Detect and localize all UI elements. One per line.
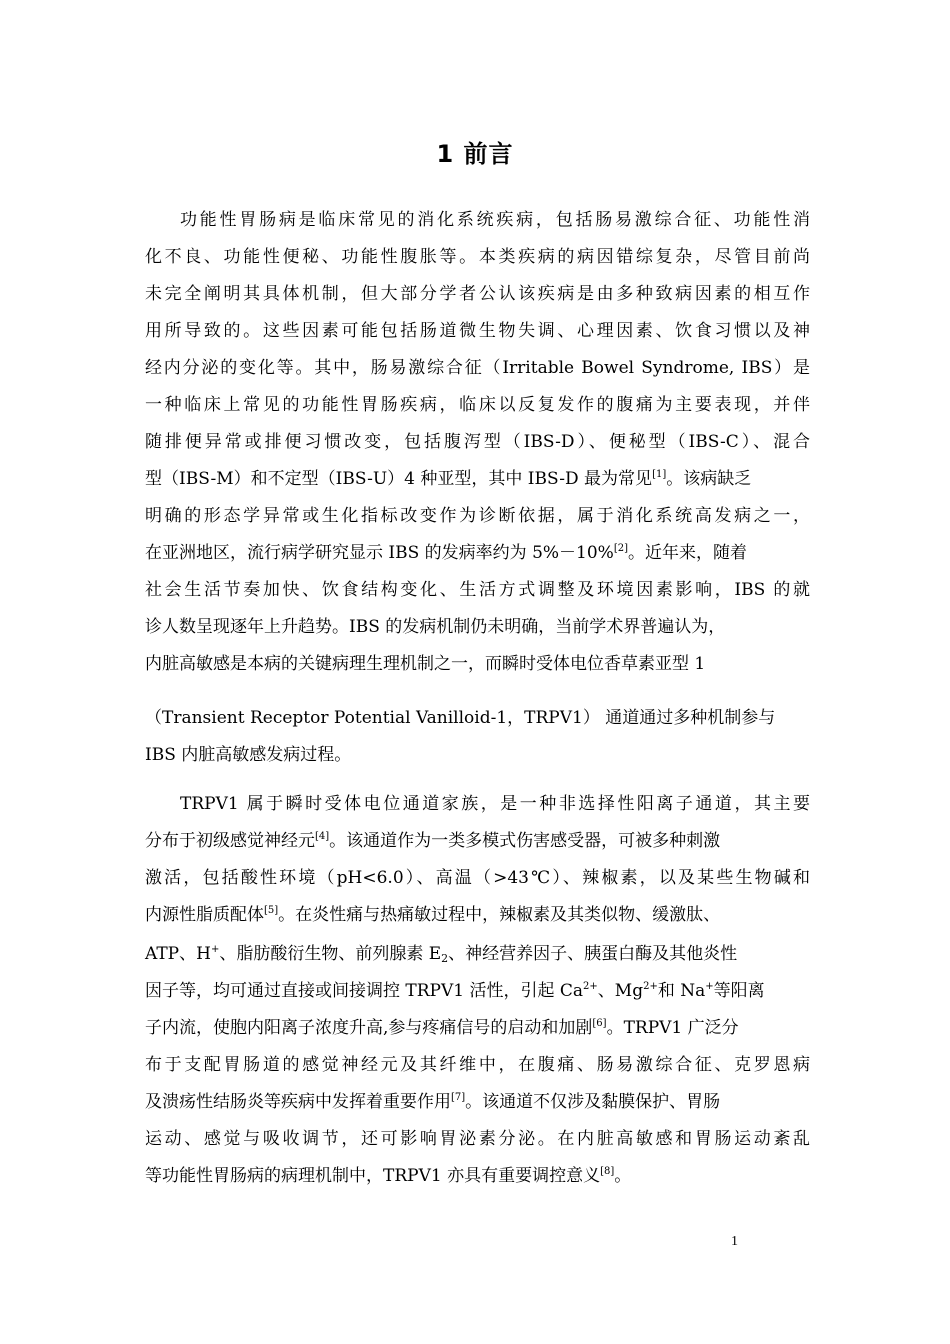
paragraph-line: 社会生活节奏加快、饮食结构变化、生活方式调整及环境因素影响，IBS 的就 [145,580,810,600]
paragraph-line [145,1084,720,1121]
line-text: 。TRPV1 广泛分 [606,1018,739,1038]
paragraph-line: TRPV1 属于瞬时受体电位通道家族，是一种非选择性阳离子通道，其主要 [180,794,810,814]
line-text: 内源性脂质配体 [145,905,264,925]
paragraph-line: 一种临床上常见的功能性胃肠疾病，临床以反复发作的腹痛为主要表现，并伴 [145,395,810,415]
line-text: 等阳离 [713,981,765,1001]
paragraph-line: 未完全阐明其具体机制，但大部分学者公认该疾病是由多种致病因素的相互作 [145,284,810,304]
paragraph-line: IBS 内脏高敏感发病过程。 [145,745,352,765]
paragraph-line [145,461,751,498]
line-text: 。该病缺乏 [666,469,752,489]
line-text: 。该通道不仅涉及黏膜保护、胃肠 [465,1092,721,1112]
paragraph-line: 用所导致的。这些因素可能包括肠道微生物失调、心理因素、饮食习惯以及神 [145,321,810,341]
paragraph-line [145,535,747,572]
line-text: 在亚洲地区，流行病学研究显示 IBS 的发病率约为 5%－10% [145,543,614,563]
citation-ref: [1] [652,469,667,480]
citation-ref: [7] [451,1092,466,1103]
paragraph-line: 激活，包括酸性环境（pH<6.0）、高温（>43℃）、辣椒素，以及某些生物碱和 [145,868,810,888]
paragraph-line [145,973,765,1010]
paragraph-line: 诊人数呈现逐年上升趋势。IBS 的发病机制仍未明确，当前学术界普遍认为， [145,617,726,637]
superscript: + [210,944,220,955]
line-text: 及溃疡性结肠炎等疾病中发挥着重要作用 [145,1092,451,1112]
paragraph-line: 内脏高敏感是本病的关键病理生理机制之一，而瞬时受体电位香草素亚型 1 [145,654,706,674]
line-text: 子内流，使胞内阳离子浓度升高,参与疼痛信号的启动和加剧 [145,1018,593,1038]
paragraph-line: 功能性胃肠病是临床常见的消化系统疾病，包括肠易激综合征、功能性消 [180,210,810,230]
paragraph-line: 经内分泌的变化等。其中，肠易激综合征（Irritable Bowel Syndrome, IBS）是 [145,358,810,378]
page-number: 1 [731,1234,738,1249]
paragraph-line: （Transient Receptor Potential Vanilloid-1，TRPV1） 通道通过多种机制参与 [145,708,776,728]
superscript: 2+ [643,981,658,992]
line-text: 、Mg [597,981,644,1001]
citation-ref: [4] [315,831,330,842]
paragraph-line [145,1158,631,1195]
citation-ref: [5] [264,905,279,916]
superscript: + [705,981,714,992]
line-text: ATP、H [145,944,211,964]
line-text: 。 [614,1166,632,1186]
citation-ref: [2] [613,543,628,554]
paragraph-line: 随排便异常或排便习惯改变，包括腹泻型（IBS-D）、便秘型（IBS-C）、混合 [145,432,810,452]
citation-ref: [8] [600,1166,615,1177]
line-text: 和 Na [657,981,706,1001]
citation-ref: [6] [592,1018,607,1029]
line-text: 分布于初级感觉神经元 [145,831,315,851]
line-text: 。近年来，随着 [628,543,747,563]
subscript: 2 [441,952,449,965]
superscript: 2+ [583,981,598,992]
line-text: 、神经营养因子、胰蛋白酶及其他炎性 [448,944,738,964]
paragraph-line: 明确的形态学异常或生化指标改变作为诊断依据，属于消化系统高发病之一， [145,506,810,526]
line-text: 。在炎性痛与热痛敏过程中，辣椒素及其类似物、缓激肽、 [278,905,721,925]
paragraph-line: 化不良、功能性便秘、功能性腹胀等。本类疾病的病因错综复杂，尽管目前尚 [145,247,810,267]
line-text: 。该通道作为一类多模式伤害感受器，可被多种刺激 [329,831,721,851]
line-text: 等功能性胃肠病的病理机制中，TRPV1 亦具有重要调控意义 [145,1166,601,1186]
paragraph-line [145,1010,739,1047]
line-text: 、脂肪酸衍生物、前列腺素 E [219,944,442,964]
paragraph-line [145,936,737,973]
line-text: 型（IBS-M）和不定型（IBS-U）4 种亚型，其中 IBS-D 最为常见 [145,469,653,489]
paragraph-line: 运动、感觉与吸收调节，还可影响胃泌素分泌。在内脏高敏感和胃肠运动紊乱 [145,1129,810,1149]
paragraph-line [145,897,720,934]
paragraph-line: 布于支配胃肠道的感觉神经元及其纤维中，在腹痛、肠易激综合征、克罗恩病 [145,1055,810,1075]
section-title: 1 前言 [436,140,514,168]
paragraph-line [145,823,720,860]
line-text: 因子等，均可通过直接或间接调控 TRPV1 活性，引起 Ca [145,981,584,1001]
